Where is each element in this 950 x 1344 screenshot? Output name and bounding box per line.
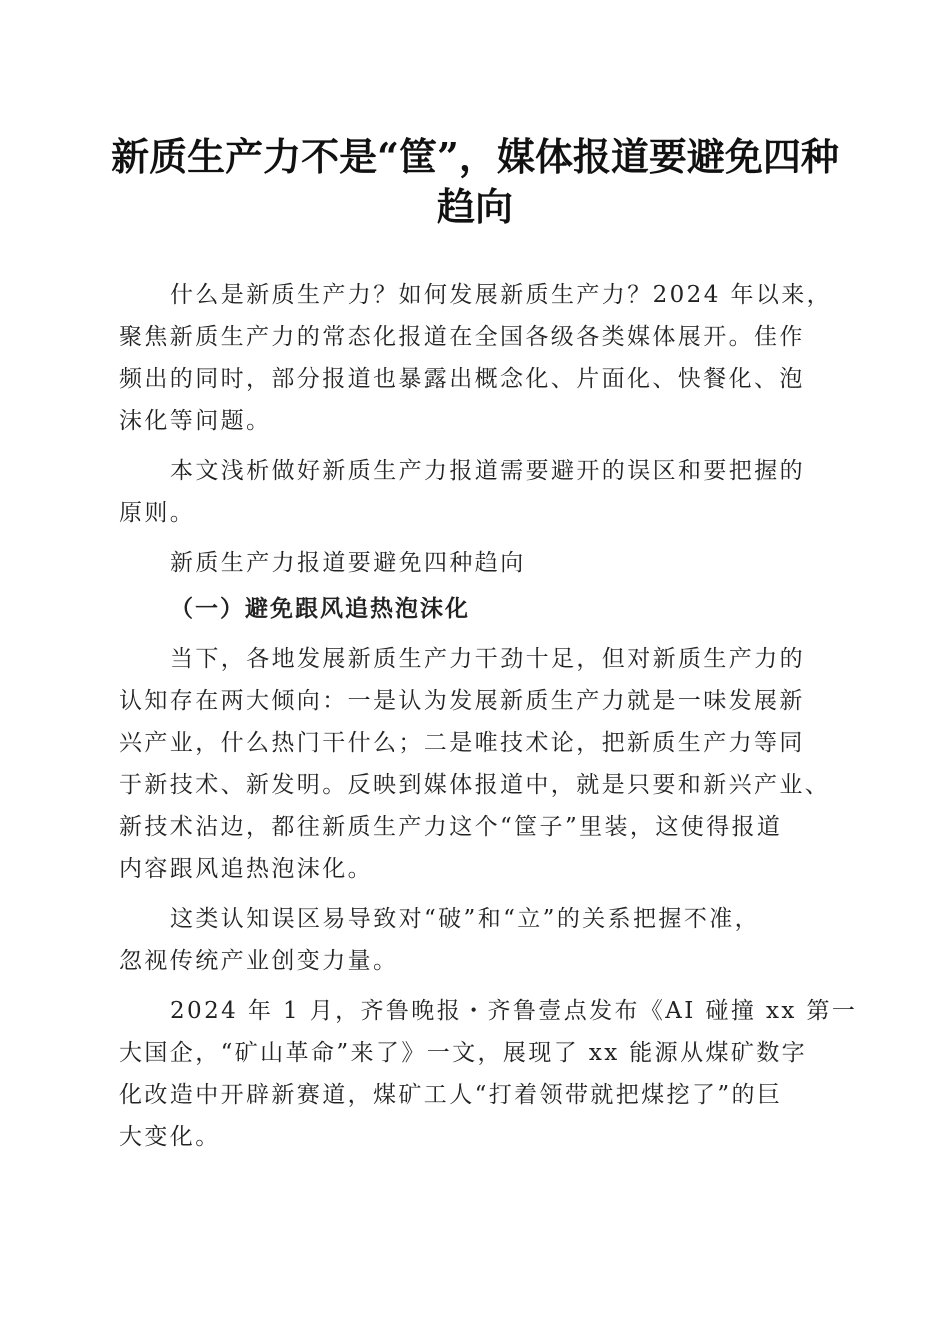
- paragraph-line: 2024 年 1 月，齐鲁晚报・齐鲁壹点发布《AI 碰撞 xx 第一: [170, 998, 858, 1024]
- paragraph-line: 本文浅析做好新质生产力报道需要避开的误区和要把握的: [170, 458, 805, 484]
- subsection-heading-text: （一）避免跟风追热泡沫化: [170, 595, 470, 622]
- paragraph-purpose: [119, 450, 831, 534]
- paragraph-line: 内容跟风追热泡沫化。: [119, 856, 373, 882]
- document-body: [119, 274, 858, 1158]
- paragraph-line: 频出的同时，部分报道也暴露出概念化、片面化、快餐化、泡: [119, 366, 805, 392]
- section-heading: [119, 542, 831, 584]
- document-title: [100, 132, 850, 232]
- paragraph-line: 原则。: [119, 500, 196, 526]
- paragraph-line: 兴产业，什么热门干什么；二是唯技术论，把新质生产力等同: [119, 730, 805, 756]
- paragraph-current-situation: [119, 638, 831, 890]
- title-line: 趋向: [436, 184, 513, 229]
- paragraph-example: [119, 990, 858, 1158]
- paragraph-misconception: [119, 898, 831, 982]
- paragraph-line: 聚焦新质生产力的常态化报道在全国各级各类媒体展开。佳作: [119, 324, 805, 350]
- paragraph-line: 沫化等问题。: [119, 408, 272, 434]
- paragraph-line: 当下，各地发展新质生产力干劲十足，但对新质生产力的: [170, 646, 805, 672]
- paragraph-intro: [119, 274, 831, 442]
- subsection-heading: [119, 588, 831, 630]
- paragraph-line: 大国企，“矿山革命”来了》一文，展现了 xx 能源从煤矿数字: [119, 1040, 808, 1066]
- paragraph-line: 新技术沾边，都往新质生产力这个“筐子”里装，这使得报道: [119, 814, 783, 840]
- paragraph-line: 于新技术、新发明。反映到媒体报道中，就是只要和新兴产业、: [119, 772, 831, 798]
- section-heading-text: 新质生产力报道要避免四种趋向: [170, 550, 526, 576]
- title-line: 新质生产力不是“筐”，媒体报道要避免四种: [111, 134, 839, 179]
- paragraph-line: 大变化。: [119, 1124, 221, 1150]
- paragraph-line: 认知存在两大倾向：一是认为发展新质生产力就是一味发展新: [119, 688, 805, 714]
- paragraph-line: 化改造中开辟新赛道，煤矿工人“打着领带就把煤挖了”的巨: [119, 1082, 783, 1108]
- paragraph-line: 什么是新质生产力？如何发展新质生产力？2024 年以来，: [170, 282, 833, 308]
- paragraph-line: 忽视传统产业创变力量。: [119, 948, 399, 974]
- paragraph-line: 这类认知误区易导致对“破”和“立”的关系把握不准，: [170, 906, 761, 932]
